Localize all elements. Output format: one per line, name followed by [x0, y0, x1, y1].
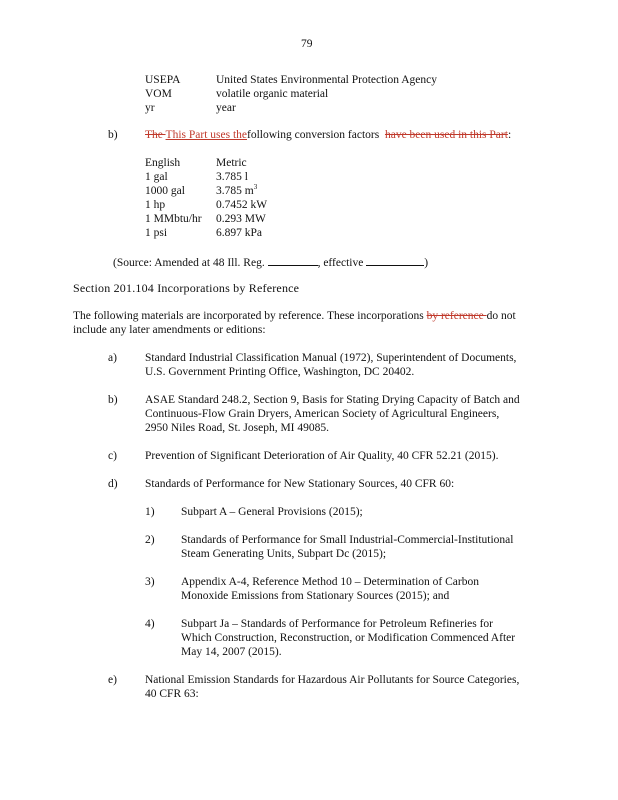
abbr-usepa: USEPA: [145, 74, 181, 86]
item-a-label: a): [108, 352, 117, 364]
item-b2-line: Continuous-Flow Grain Dryers, American Society of Agricultural Engineers,: [145, 408, 500, 420]
item-b-body: following conversion factors: [247, 129, 380, 141]
source-note-prefix: (Source: Amended at 48 Ill. Reg.: [113, 257, 265, 269]
abbr-usepa-meaning: United States Environmental Protection Agency: [216, 74, 438, 86]
item-b-colon: :: [507, 129, 512, 141]
conversion-header-metric: Metric: [216, 157, 247, 169]
item-b2-line: 2950 Niles Road, St. Joseph, MI 49085.: [145, 422, 329, 434]
subitem-1-label: 1): [145, 506, 155, 518]
conversion-english: 1 gal: [145, 171, 168, 183]
subitem-4-line: Subpart Ja – Standards of Performance for Petroleum Refineries for: [181, 618, 494, 630]
subitem-3-line: Monoxide Emissions from Stationary Sources (2015); and: [181, 590, 450, 602]
item-e-label: e): [108, 674, 117, 686]
conversion-metric-value: 3.785 m: [216, 185, 254, 197]
conversion-metric: 3.785 l: [216, 171, 248, 183]
source-note-suffix: ): [424, 257, 429, 269]
conversion-metric: [216, 184, 257, 198]
subitem-4-line: Which Construction, Reconstruction, or Modification Commenced After: [181, 632, 516, 644]
subitem-2-line: Standards of Performance for Small Industrial-Commercial-Institutional: [181, 534, 514, 546]
subitem-4-line: May 14, 2007 (2015).: [181, 646, 282, 658]
intro-line-1-end: do not: [486, 310, 516, 322]
item-d-line: Standards of Performance for New Stationary Sources, 40 CFR 60:: [145, 478, 455, 490]
intro-line-2: include any later amendments or editions:: [73, 324, 266, 336]
abbr-vom: VOM: [145, 88, 172, 100]
blank-line: [366, 254, 424, 266]
conversion-metric: 0.7452 kW: [216, 199, 268, 211]
item-b-label: b): [108, 129, 118, 141]
conversion-metric: 6.897 kPa: [216, 227, 262, 239]
page-number: 79: [301, 38, 313, 50]
conversion-english: 1 MMbtu/hr: [145, 213, 202, 225]
conversion-english: 1 hp: [145, 199, 166, 211]
subitem-2-line: Steam Generating Units, Subpart Dc (2015);: [181, 548, 387, 560]
conversion-metric: 0.293 MW: [216, 213, 266, 225]
subitem-2-label: 2): [145, 534, 155, 546]
intro-line-1-start: The following materials are incorporated by reference. These incorporations: [73, 310, 427, 322]
intro-line-1: [73, 309, 516, 323]
item-b-text: [145, 128, 511, 142]
section-heading: Section 201.104 Incorporations by Reference: [73, 281, 300, 295]
source-note-middle: , effective: [317, 257, 364, 269]
item-e-line: National Emission Standards for Hazardous Air Pollutants for Source Categories,: [145, 674, 520, 686]
conversion-english: 1 psi: [145, 227, 168, 239]
subitem-3-label: 3): [145, 576, 155, 588]
source-note: [113, 254, 428, 270]
inserted-phrase: This Part uses the: [165, 129, 247, 141]
item-a-line: Standard Industrial Classification Manual (1972), Superintendent of Documents,: [145, 352, 517, 364]
conversion-header-english: English: [145, 157, 181, 169]
deleted-by-reference: by reference: [426, 310, 487, 322]
item-b2-line: ASAE Standard 248.2, Section 9, Basis for Stating Drying Capacity of Batch and: [145, 394, 520, 406]
subitem-3-line: Appendix A-4, Reference Method 10 – Determination of Carbon: [181, 576, 479, 588]
conversion-english: 1000 gal: [145, 185, 185, 197]
subitem-1-line: Subpart A – General Provisions (2015);: [181, 506, 363, 518]
subitem-4-label: 4): [145, 618, 155, 630]
abbr-yr-meaning: year: [216, 102, 236, 114]
deleted-the: The: [145, 129, 166, 141]
item-c-label: c): [108, 450, 117, 462]
item-b2-label: b): [108, 394, 118, 406]
superscript: 3: [253, 183, 258, 192]
abbr-vom-meaning: volatile organic material: [216, 88, 329, 100]
item-c-line: Prevention of Significant Deterioration of Air Quality, 40 CFR 52.21 (2015).: [145, 450, 499, 462]
blank-line: [268, 254, 318, 266]
item-a-line: U.S. Government Printing Office, Washington, DC 20402.: [145, 366, 415, 378]
item-d-label: d): [108, 478, 118, 490]
abbr-yr: yr: [145, 102, 155, 114]
deleted-phrase: have been used in this Part: [384, 129, 508, 141]
item-e-line: 40 CFR 63:: [145, 688, 199, 700]
